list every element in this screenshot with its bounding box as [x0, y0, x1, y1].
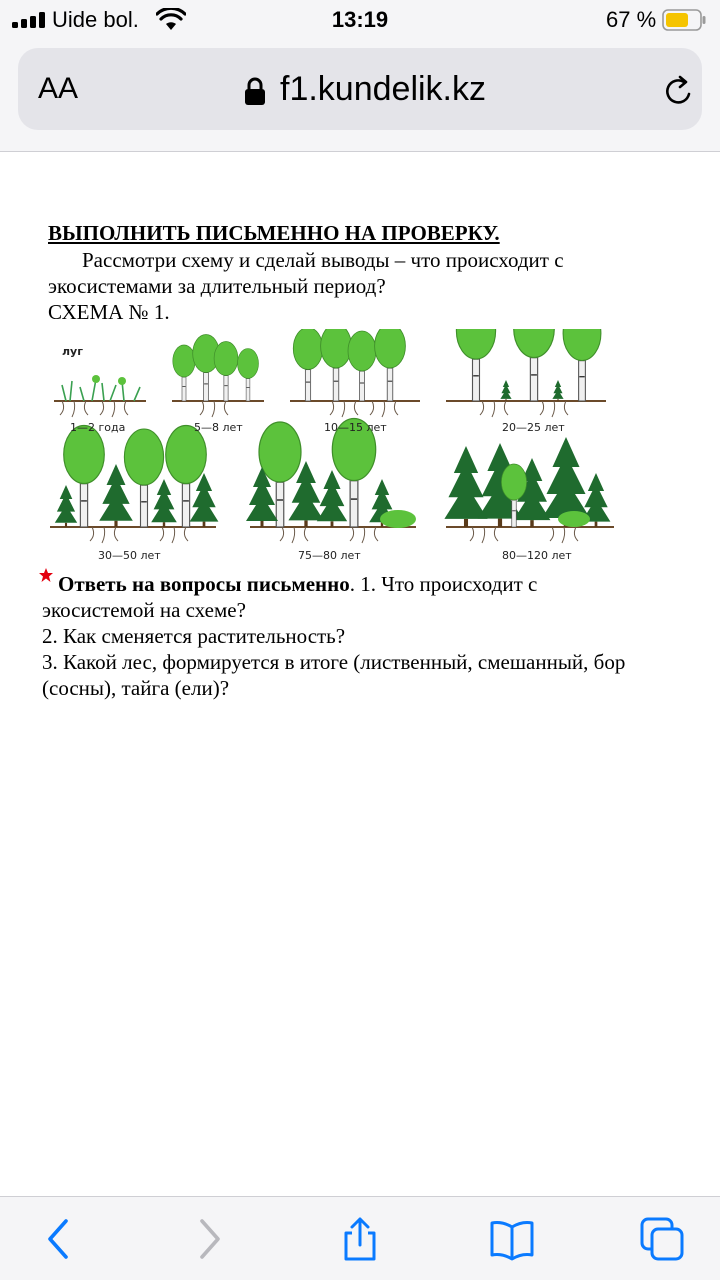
- meadow-label: луг: [62, 345, 83, 358]
- stage-meadow: [54, 375, 146, 417]
- stage-label: 80—120 лет: [502, 549, 572, 562]
- star-icon: [38, 567, 54, 583]
- instruction-line-2: экосистемами за длительный период?: [48, 274, 386, 298]
- clock: 13:19: [331, 7, 389, 32]
- reader-options-button[interactable]: [38, 72, 78, 106]
- stage-5: [50, 426, 218, 544]
- lock-icon: [244, 76, 266, 106]
- scheme-label: СХЕМА № 1.: [48, 300, 170, 324]
- browser-top-bar: [0, 40, 720, 152]
- stage-label: 20—25 лет: [502, 421, 565, 434]
- stage-3: [290, 329, 420, 417]
- question-3-line-2: (сосны), тайга (ели)?: [42, 676, 230, 700]
- task-title: ВЫПОЛНИТЬ ПИСЬМЕННО НА ПРОВЕРКУ.: [48, 221, 500, 245]
- share-icon[interactable]: [336, 1215, 384, 1263]
- chevron-right-icon[interactable]: [184, 1215, 232, 1263]
- question-3-line-1: 3. Какой лес, формируется в итоге (лиственный, смешанный, бор: [42, 650, 626, 674]
- tabs-icon[interactable]: [638, 1215, 686, 1263]
- question-1-line-2: экосистемой на схеме?: [42, 598, 246, 622]
- stage-6: [246, 419, 416, 544]
- stage-label: 30—50 лет: [98, 549, 161, 562]
- document-page: [0, 153, 720, 1196]
- stage-label: 1—2 года: [70, 421, 126, 434]
- status-bar: [0, 0, 720, 40]
- url-text[interactable]: f1.kundelik.kz: [280, 70, 486, 108]
- stage-4: [446, 329, 606, 417]
- question-1-part: . 1. Что происходит с: [349, 572, 538, 596]
- question-2: 2. Как сменяется растительность?: [42, 624, 346, 648]
- stage-label: 5—8 лет: [194, 421, 243, 434]
- address-bar[interactable]: [18, 48, 702, 130]
- instruction-line-1: Рассмотри схему и сделай выводы – что происходит с: [82, 248, 564, 272]
- chevron-left-icon[interactable]: [36, 1215, 84, 1263]
- stage-7: [444, 437, 614, 543]
- questions-line-1: [58, 571, 537, 597]
- book-icon[interactable]: [488, 1215, 536, 1263]
- stage-2: [172, 335, 264, 418]
- reload-icon[interactable]: [662, 74, 696, 108]
- stage-label: 75—80 лет: [298, 549, 361, 562]
- stage-label: 10—15 лет: [324, 421, 387, 434]
- aa-label: AA: [38, 72, 79, 105]
- battery-percent: 67 %: [606, 7, 657, 32]
- carrier-name: Uide bol.: [52, 7, 139, 32]
- browser-toolbar: [0, 1196, 720, 1280]
- battery-icon: [662, 9, 706, 31]
- questions-bold: Ответь на вопросы письменно: [58, 572, 350, 596]
